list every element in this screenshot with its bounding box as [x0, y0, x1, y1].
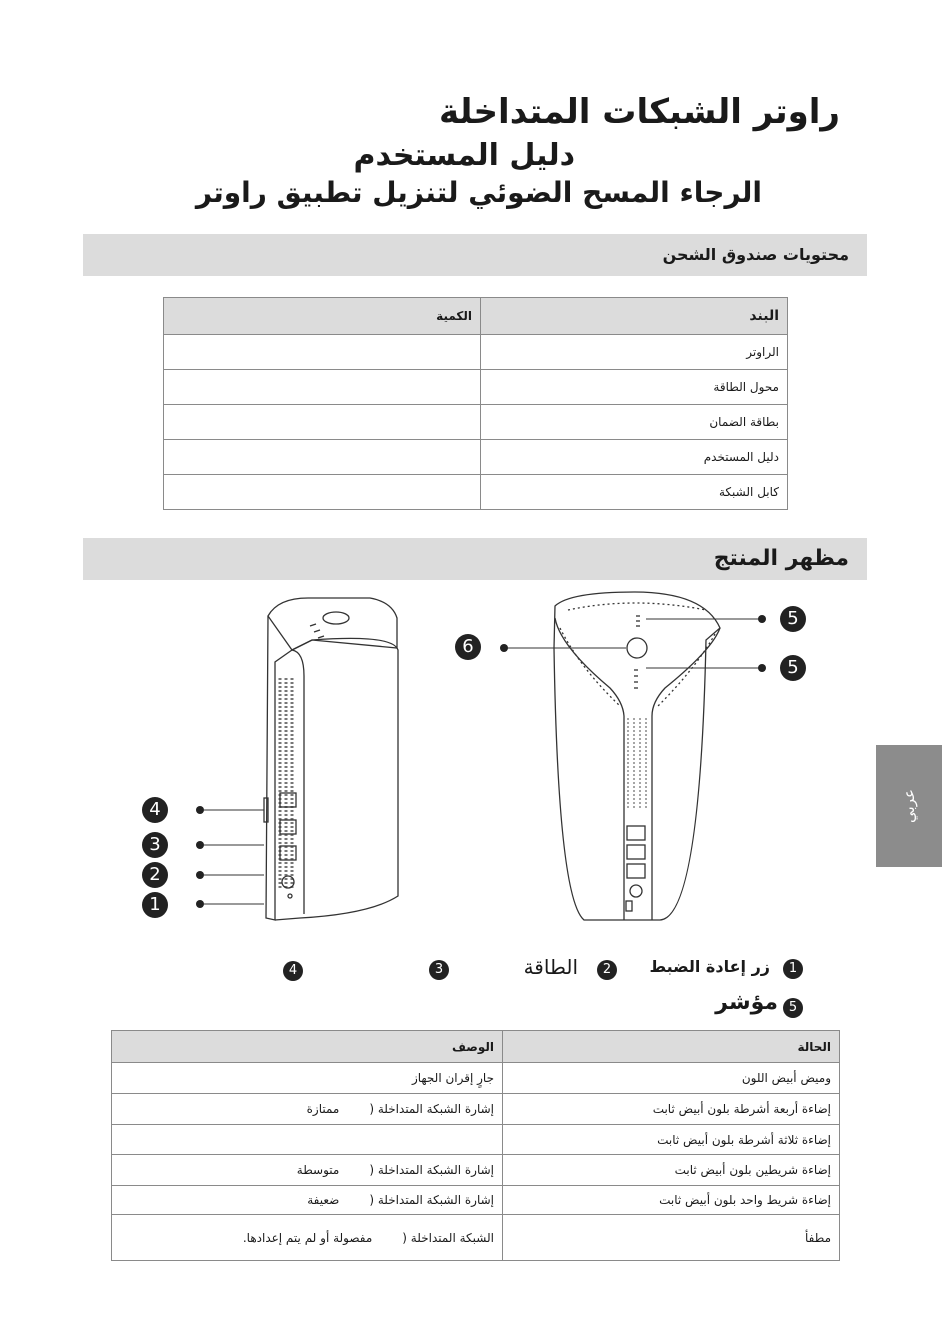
language-tab [876, 745, 942, 867]
router-side-view [264, 598, 398, 920]
table-row [112, 1155, 840, 1186]
desc-cell [112, 1125, 503, 1155]
document-title: راوتر الشبكات المتداخلة [439, 92, 840, 132]
table-row [164, 405, 788, 440]
table-row [112, 1215, 840, 1261]
indicator-table [111, 1030, 840, 1261]
item-cell: الراوتر [481, 335, 788, 370]
desc-text: إشارة الشبكة المتداخلة ( [369, 1102, 494, 1116]
router-front-view [554, 592, 720, 920]
router-illustration [140, 588, 840, 933]
callout-2: 2 [142, 862, 168, 888]
state-cell: إضاءة شريطين بلون أبيض ثابت [503, 1155, 840, 1186]
col-state-header: الحالة [503, 1031, 840, 1063]
state-cell: وميض أبيض اللون [503, 1063, 840, 1094]
callout-3: 3 [142, 832, 168, 858]
desc-extra: متوسطة [296, 1163, 340, 1177]
item-cell: كابل الشبكة [481, 475, 788, 510]
table-row [112, 1125, 840, 1155]
table-row [164, 475, 788, 510]
item-cell: بطاقة الضمان [481, 405, 788, 440]
table-row [164, 440, 788, 475]
box-contents-heading-text: محتويات صندوق الشحن [662, 245, 849, 264]
legend-label-1: زر إعادة الضبط [649, 957, 770, 976]
qty-cell [164, 475, 481, 510]
desc-extra: مفصولة أو لم يتم إعدادها. [242, 1230, 373, 1245]
table-row [112, 1063, 840, 1094]
desc-cell [112, 1186, 503, 1215]
table-row [112, 1186, 840, 1215]
state-cell: إضاءة شريط واحد بلون أبيض ثابت [503, 1186, 840, 1215]
col-item-header: البند [481, 298, 788, 335]
col-qty-header: الكمية [164, 298, 481, 335]
table-row [164, 335, 788, 370]
state-cell: مطفأ [503, 1215, 840, 1261]
desc-text: إشارة الشبكة المتداخلة ( [369, 1193, 494, 1207]
desc-text: جارٍ إقران الجهاز [411, 1071, 494, 1085]
table-row [164, 370, 788, 405]
callout-6: 6 [455, 634, 481, 660]
callout-1: 1 [142, 892, 168, 918]
desc-cell [112, 1094, 503, 1125]
legend-number-1: 1 [783, 959, 803, 979]
desc-cell [112, 1063, 503, 1094]
callout-5-top: 5 [780, 606, 806, 632]
callout-5-bottom: 5 [780, 655, 806, 681]
desc-cell [112, 1155, 503, 1186]
language-tab-label: عربي [900, 789, 918, 823]
callout-4: 4 [142, 797, 168, 823]
item-cell: دليل المستخدم [481, 440, 788, 475]
desc-text: إشارة الشبكة المتداخلة ( [369, 1163, 494, 1177]
desc-extra: ممتازة [306, 1102, 340, 1116]
box-contents-heading [83, 234, 867, 276]
legend-number-3: 3 [429, 960, 449, 980]
qty-cell [164, 440, 481, 475]
product-appearance-heading [83, 538, 867, 580]
legend-number-2: 2 [597, 960, 617, 980]
state-cell: إضاءة أربعة أشرطة بلون أبيض ثابت [503, 1094, 840, 1125]
legend-number-4: 4 [283, 961, 303, 981]
box-contents-table [163, 297, 788, 510]
desc-cell [112, 1215, 503, 1261]
legend-label-5: مؤشر [715, 990, 778, 1015]
document-subtitle: دليل المستخدم [353, 138, 575, 173]
qty-cell [164, 335, 481, 370]
callout-leaders [204, 619, 760, 904]
qty-cell [164, 405, 481, 440]
product-appearance-heading-text: مظهر المنتج [713, 546, 849, 571]
callout-dots [196, 615, 766, 908]
desc-text: الشبكة المتداخلة ( [402, 1230, 494, 1245]
qty-cell [164, 370, 481, 405]
legend-number-5: 5 [783, 998, 803, 1018]
app-download-note: الرجاء المسح الضوئي لتنزيل تطبيق راوتر [195, 176, 762, 209]
item-cell: محول الطاقة [481, 370, 788, 405]
col-desc-header: الوصف [112, 1031, 503, 1063]
legend-label-2: الطاقة [523, 955, 578, 979]
state-cell: إضاءة ثلاثة أشرطة بلون أبيض ثابت [503, 1125, 840, 1155]
desc-extra: ضعيفة [307, 1193, 340, 1207]
table-row [112, 1094, 840, 1125]
